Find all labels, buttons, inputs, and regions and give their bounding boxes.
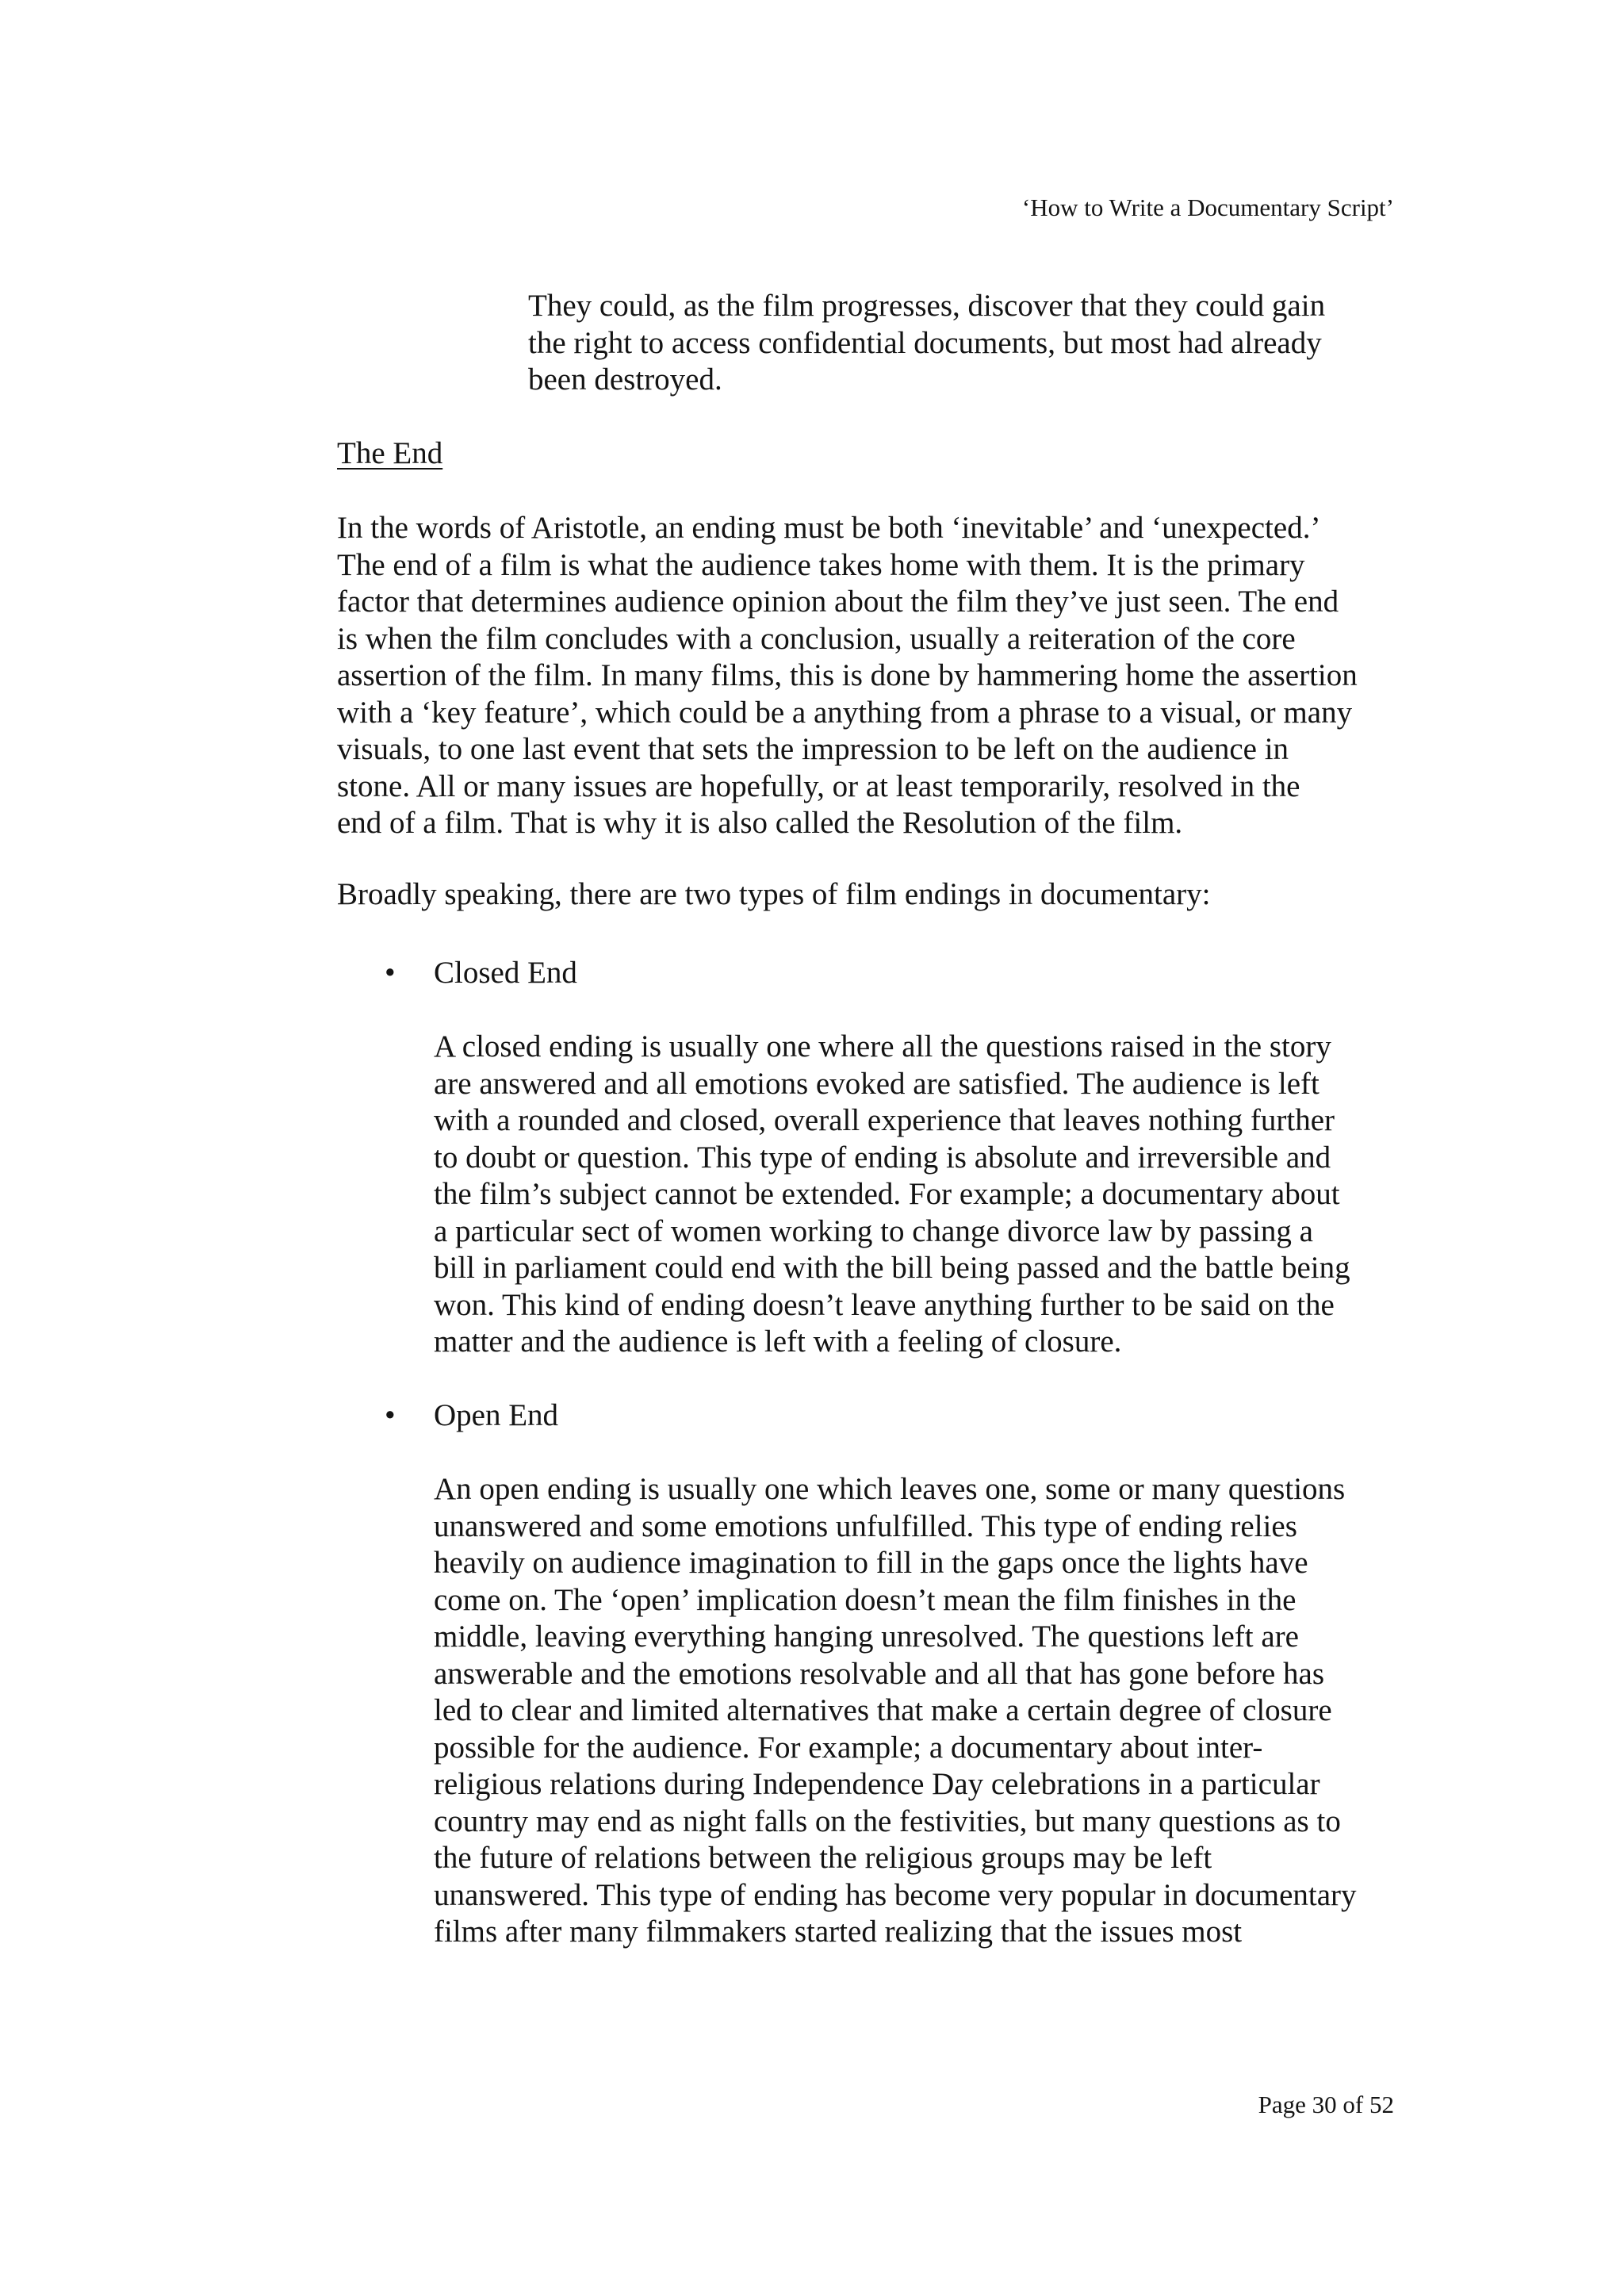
open-end-description (434, 1471, 1405, 1951)
text-line: the right to access confidential documents, but most had already (528, 325, 1322, 360)
text-line: a particular sect of women working to change divorce law by passing a (434, 1213, 1313, 1248)
bullet-dot: • (385, 1398, 396, 1432)
text-line: heavily on audience imagination to fill in the gaps once the lights have (434, 1546, 1308, 1580)
text-line: led to clear and limited alternatives that make a certain degree of closure (434, 1693, 1332, 1727)
text-line: An open ending is usually one which leaves one, some or many questions (434, 1472, 1346, 1506)
text-line: been destroyed. (528, 362, 722, 397)
text-line: with a rounded and closed, overall experience that leaves nothing further (434, 1103, 1335, 1137)
text-line: answerable and the emotions resolvable and all that has gone before has (434, 1656, 1325, 1691)
text-line: A closed ending is usually one where all the questions raised in the story (434, 1029, 1331, 1064)
closed-end-description (434, 1029, 1405, 1361)
text-line: are answered and all emotions evoked are satisfied. The audience is left (434, 1066, 1320, 1101)
text-line: with a ‘key feature’, which could be a anything from a phrase to a visual, or many (337, 695, 1353, 730)
intro-paragraph (337, 510, 1404, 842)
text-line: country may end as night falls on the festivities, but many questions as to (434, 1803, 1341, 1838)
types-intro: Broadly speaking, there are two types of film endings in documentary: (337, 877, 1211, 911)
text-line: They could, as the film progresses, discover that they could gain (528, 289, 1326, 323)
text-line: end of a film. That is why it is also called the Resolution of the film. (337, 806, 1183, 840)
text-line: stone. All or many issues are hopefully, or at least temporarily, resolved in the (337, 769, 1300, 803)
text-line: In the words of Aristotle, an ending must be both ‘inevitable’ and ‘unexpected.’ (337, 511, 1321, 545)
text-line: factor that determines audience opinion about the film they’ve just seen. The end (337, 585, 1339, 619)
text-line: the future of relations between the religious groups may be left (434, 1841, 1212, 1875)
text-line: unanswered and some emotions unfulfilled. This type of ending relies (434, 1508, 1297, 1543)
text-line: films after many filmmakers started realizing that the issues most (434, 1915, 1243, 1949)
bullet-label: Open End (434, 1398, 559, 1432)
page-number: Page 30 of 52 (1258, 2091, 1394, 2118)
text-line: won. This kind of ending doesn’t leave anything further to be said on the (434, 1287, 1335, 1322)
indented-paragraph (528, 288, 1410, 399)
section-heading: The End (337, 436, 443, 470)
text-line: is when the film concludes with a conclusion, usually a reiteration of the core (337, 621, 1296, 656)
text-line: matter and the audience is left with a feeling of closure. (434, 1324, 1122, 1359)
text-line: the film’s subject cannot be extended. For example; a documentary about (434, 1177, 1340, 1211)
bullet-dot: • (385, 956, 396, 990)
text-line: middle, leaving everything hanging unresolved. The questions left are (434, 1619, 1299, 1654)
text-line: bill in parliament could end with the bill being passed and the battle being (434, 1251, 1350, 1285)
text-line: come on. The ‘open’ implication doesn’t mean the film finishes in the (434, 1582, 1297, 1617)
bullet-label: Closed End (434, 956, 577, 990)
text-line: religious relations during Independence Day celebrations in a particular (434, 1767, 1320, 1801)
running-header: ‘How to Write a Documentary Script’ (1021, 194, 1394, 221)
text-line: to doubt or question. This type of ending is absolute and irreversible and (434, 1140, 1331, 1175)
text-line: possible for the audience. For example; a documentary about inter- (434, 1730, 1263, 1765)
text-line: The end of a film is what the audience takes home with them. It is the primary (337, 547, 1305, 582)
text-line: visuals, to one last event that sets the impression to be left on the audience in (337, 732, 1289, 766)
text-line: assertion of the film. In many films, this is done by hammering home the assertion (337, 658, 1358, 692)
text-line: unanswered. This type of ending has become very popular in documentary (434, 1877, 1357, 1912)
